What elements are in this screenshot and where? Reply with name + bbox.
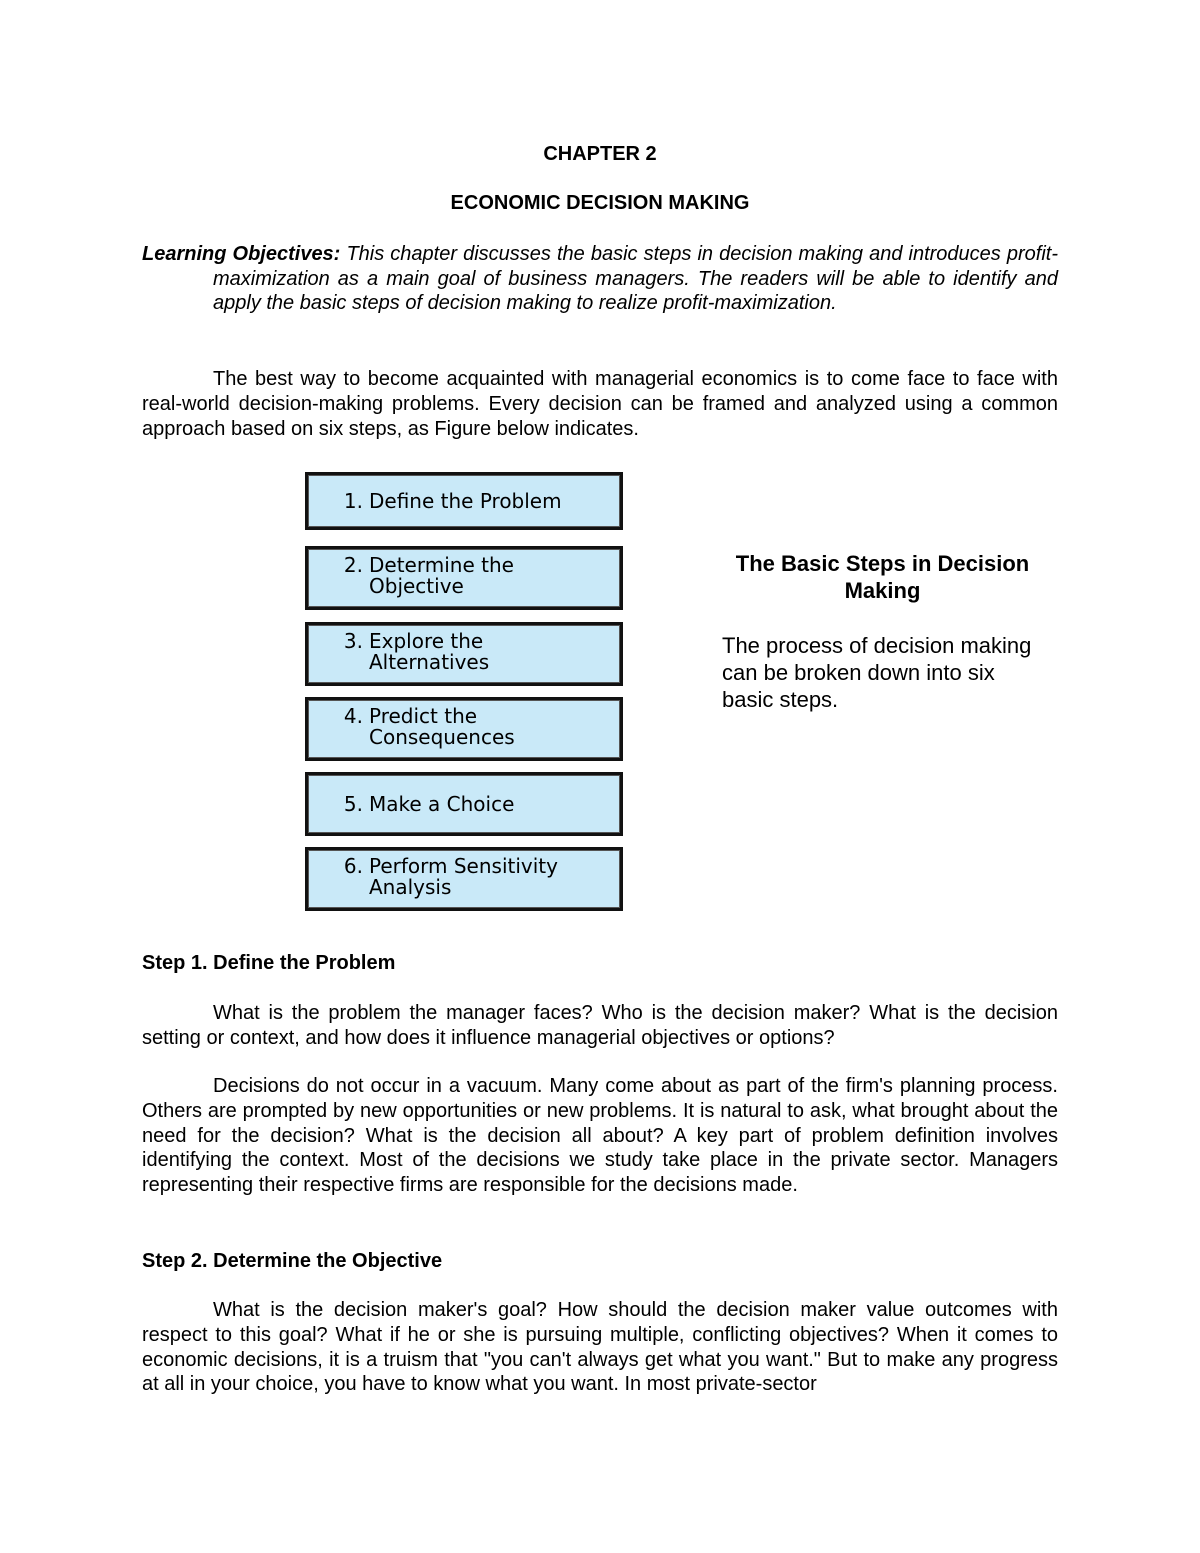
step-box-5 bbox=[305, 772, 623, 836]
step2-heading: Step 2. Determine the Objective bbox=[142, 1250, 443, 1272]
step-box-6 bbox=[305, 847, 623, 911]
step-number: 2. bbox=[343, 553, 363, 577]
step-number: 5. bbox=[343, 791, 363, 816]
step-box-1 bbox=[305, 472, 623, 530]
step-number: 4. bbox=[343, 704, 363, 728]
step-box-3 bbox=[305, 622, 623, 686]
step-text: Determine the Objective bbox=[369, 553, 514, 598]
step1-heading: Step 1. Define the Problem bbox=[142, 952, 396, 974]
step-text: Explore the Alternatives bbox=[369, 629, 490, 674]
intro-paragraph: The best way to become acquainted with managerial economics is to come face to face with real-world decision-making problems. Every decision can be framed and analyzed using a common approach based on six steps, as Figure below indicates. bbox=[142, 368, 1058, 440]
objectives-text: This chapter discusses the basic steps in decision making and introduces profit-maximization as a main goal of business managers. The readers will be able to identify and apply the basic steps of decision making to realize profit-maximization. bbox=[213, 243, 1058, 314]
step-text: Predict the Consequences bbox=[369, 704, 515, 749]
figure-caption-title: The Basic Steps in Decision Making bbox=[735, 551, 1030, 603]
chapter-label: CHAPTER 2 bbox=[543, 143, 657, 165]
step-number: 3. bbox=[343, 629, 363, 653]
step-box-4 bbox=[305, 697, 623, 761]
learning-objectives bbox=[142, 242, 1058, 316]
step-number: 6. bbox=[343, 854, 363, 878]
step-text: Define the Problem bbox=[369, 488, 562, 513]
figure-caption-body: The process of decision making can be broken down into six basic steps. bbox=[722, 633, 1032, 712]
step1-paragraph-1: What is the problem the manager faces? Who is the decision maker? What is the decision setting or context, and how does it influence managerial objectives or options? bbox=[142, 1002, 1058, 1049]
step2-paragraph-1: What is the decision maker's goal? How should the decision maker value outcomes with respect to this goal? What if he or she is pursuing multiple, conflicting objectives? When it comes to economic decisions, it is a truism that "you can't always get what you want." But to make any progress at all in your choice, you have to know what you want. In most private-sector bbox=[142, 1299, 1058, 1396]
step-text: Make a Choice bbox=[369, 791, 515, 816]
step-text: Perform Sensitivity Analysis bbox=[369, 854, 558, 899]
chapter-title: ECONOMIC DECISION MAKING bbox=[450, 192, 750, 214]
step-box-2 bbox=[305, 546, 623, 610]
objectives-label: Learning Objectives: bbox=[142, 243, 341, 265]
step1-paragraph-2: Decisions do not occur in a vacuum. Many come about as part of the firm's planning process. Others are prompted by new opportunities or new problems. It is natural to ask, what brought about the need for the decision? What is the decision all about? A key part of problem definition involves identifying the context. Most of the decisions we study take place in the private sector. Managers representing their respective firms are responsible for the decisions made. bbox=[142, 1075, 1058, 1197]
step-number: 1. bbox=[343, 488, 363, 513]
